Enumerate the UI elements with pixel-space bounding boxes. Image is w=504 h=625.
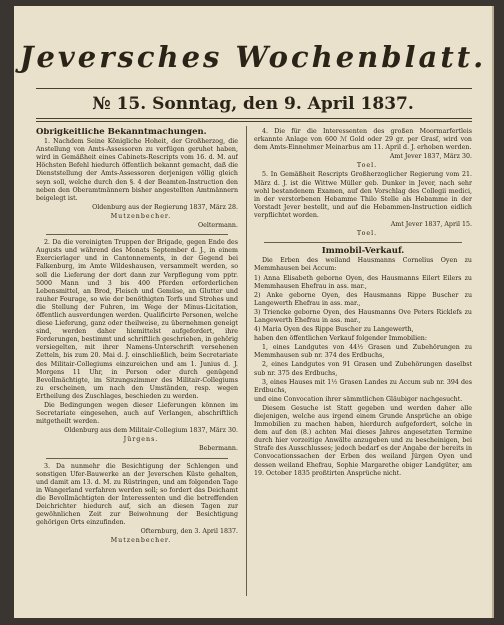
notice-5-sign-line: Amt Jever 1837, April 15. (390, 221, 472, 229)
notice-1-text: 1. Nachdem Seine Königliche Hoheit, der Großherzog, die Anstellung von Amts-Assessoren zu verfügen geruhet haben, wird in Gemäßheit eines Cabinets-Rescripts vom 16. d. M. auf Höchsten Befehl hiedurch öffentlich bekannt gemacht, daß die Dienststellung der Amts-Assessoren derjenigen völlig gleich seyn soll, welche durch den §. 4 der Beamten-Instruction den neben den Oberamtmännern bisher angestellten Amtmännern beigelegt ist. (36, 138, 238, 202)
heir-item: 1) Anna Elisabeth geborne Oyen, des Hausmanns Eilert Eilers zu Memmhausen Ehefrau in ass. mar., (254, 274, 472, 290)
right-column (254, 128, 472, 598)
masthead-title: Jeversches Wochenblatt. (19, 40, 487, 74)
issue-date: Sonntag, den 9. April 1837. (152, 94, 414, 114)
separator (46, 458, 228, 459)
heir-item: 2) Anke geborne Oyen, des Hausmanns Rippe Buscher zu Langewerth Ehefrau in ass. mar., (254, 291, 472, 307)
notice-2-sign-line: Oldenburg aus dem Militair-Collegium 1837, März 30. (64, 427, 238, 435)
heir-item: 3) Triencke geborne Oyen, des Hausmanns Ove Peters Ricklefs zu Langewerth Ehefrau in ass. mar., (254, 308, 472, 324)
notice-2-signature: Jürgens. (123, 436, 159, 444)
newspaper-page (14, 6, 492, 618)
sale-intro: Die Erben des weiland Hausmanns Cornelius Oyen zu Memmhausen bei Accum: (254, 257, 472, 273)
notice-5-signature: Toel. (356, 230, 378, 238)
property-item: 1, eines Landgutes von 44½ Grasen und Zubehörungen zu Memmhausen sub nr. 374 des Erdbuchs, (254, 344, 472, 360)
notice-4-signature: Toel. (356, 162, 378, 170)
notice-1-sign-line: Oldenburg aus der Regierung 1837, März 28. (92, 203, 238, 211)
column-divider (246, 126, 247, 596)
notice-4-text: 4. Die für die Interessenten des großen Moormarfertleis erkannte Anlage von 600 ℳ Gold oder 29 gr. per Grasſ, wird von dem Amts-Einnehmer Meinarbus am 11. April d. J. erhoben werden. (254, 128, 472, 152)
section-heading-official: Obrigkeitliche Bekanntmachungen. (36, 128, 207, 137)
issue-line (14, 94, 492, 114)
masthead-rule-bottom (36, 118, 472, 119)
left-column (36, 128, 238, 598)
notice-3-text: 3. Da nunmehr die Besichtigung der Schlengen und sonstigen Ufer-Bauwerke an der Jeverschen Küste gehalten, und damit am 13. d. M. zu Rüstringen, und am folgenden Tage in Wangerland verfahren werden soll; so fordert das Deichamt die Bevollmächtigten der Interessenten und die betreffenden Deichrichter hiedurch auf, sich an diesen Tagen zur gewöhnlichen Zeit zur Beiwohnung der Besichtigung gehörigen Orts einzufinden. (36, 462, 238, 527)
separator (264, 242, 462, 243)
notice-2-conditions: Die Bedingungen wegen dieser Lieferungen können im Secretariate eingesehen, auch auf Verlangen, abschriftlich mitgetheilt werden. (36, 402, 238, 426)
masthead-rule-double (36, 121, 472, 122)
sale-convocation: und eine Convocation ihrer sämmtlichen Gläubiger nachgesucht. (254, 395, 463, 403)
notice-4-sign-line: Amt Jever 1837, März 30. (389, 153, 472, 161)
notice-2-text: 2. Da die vereinigten Truppen der Brigade, gegen Ende des Augusts und während des Monats September d. J., in einem Exercierlager und in Cantonnements, in der Gegend bei Falkenburg, im Amte Wildeshausen, versammelt werden, so soll die Lieferung der dort dann zur Verpflegung vom pptr. 5000 Mann und 3 bis 400 Pferden erforderlichen Lebensmittel, an Brod, Fleisch und Gemüse, an Glutter und rauher Fourage, so wie der benöthigten Torfs und Strohes und die Stellung der Fuhren, im Wege der Minus-Licitation, öffentlich ausverdungen werden. Qualificirte Personen, welche diese Lieferung, ganz oder theilweise, zu übernehmen geneigt sind, werden daher hiemittelst aufgefordert, ihre Forderungen, bestimmt und schriftlich geschrieben, in gehörig versiegelten, mit ihrer Namens-Unterschrift versehenen Zetteln, bis zum 20. Mai d. J. einschließlich, beim Secretariate des Militair-Collegiums einzureichen und am 1. Junius d. J. Morgens 11 Uhr, in Person oder durch genügend Bevollmächtigte, im Sitzungszimmer des Militair-Collegiums zu erscheinen, um nach den Umständen, resp. wegen Ertheilung des Zuschlages, beschieden zu werden. (36, 239, 238, 400)
property-item: 2, eines Landgutes von 91 Grasen und Zubehörungen daselbst sub nr. 375 des Erdbuchs, (254, 361, 472, 377)
notice-5-text: 5. In Gemäßheit Rescripts Großherzoglicher Regierung vom 21. März d. J. ist die Wittwe Müller geb. Dunker in Jever, nach sehr wohl bestandenem Examen, auf den Vorschlag des Collegii medici, in der verstorbenen Hebamme Thilo Stelle als Hebamme in der Vorstadt Jever bestellt, und auf die Hebammen-Instruction eidlich verpflichtet worden. (254, 171, 472, 219)
notice-3-sign-line: Ofternburg, den 3. April 1837. (140, 528, 238, 536)
sale-intro-2: haben den öffentlichen Verkauf folgender Immobilien: (254, 335, 427, 343)
section-heading-sale: Immobil-Verkauf. (321, 246, 405, 257)
property-item: 3, eines Hauses mit 1½ Grasen Landes zu Accum sub nr. 394 des Erdbuchs, (254, 378, 472, 394)
notice-1-cosign: Oeltermann. (197, 222, 238, 230)
masthead-rule-top (36, 88, 472, 89)
separator (46, 234, 228, 235)
sale-final-text: Diesem Gesuche ist Statt gegeben und werden daher alle diejenigen, welche aus irgend einem Grunde Ansprüche an obige Immobilien zu machen haben, hierdurch aufgefordert, solche in dem auf den (8.) achten Mai dieses Jahres angesetzten Termine durch hier vorzeitige Anwälte anzugeben und zu bescheinigen, bei Strafe des Ausschlusses; jedoch bedarf es der Angabe der bereits in Convocationssachen der Erben des weiland Jürgen Oyen und dessen weiland Ehefrau, Sophie Margarethe obiger Landgüter, am 19. October 1835 proßtirten Ansprüche nicht. (254, 404, 472, 477)
notice-1-signature: Mutzenbecher. (110, 212, 172, 220)
notice-2-cosign: Bebermann. (199, 445, 238, 453)
heir-item: 4) Maria Oyen des Rippe Buscher zu Langewerth, (254, 326, 414, 334)
issue-number: № 15. (92, 94, 147, 114)
notice-3-signature: Mutzenbecher. (110, 537, 172, 545)
